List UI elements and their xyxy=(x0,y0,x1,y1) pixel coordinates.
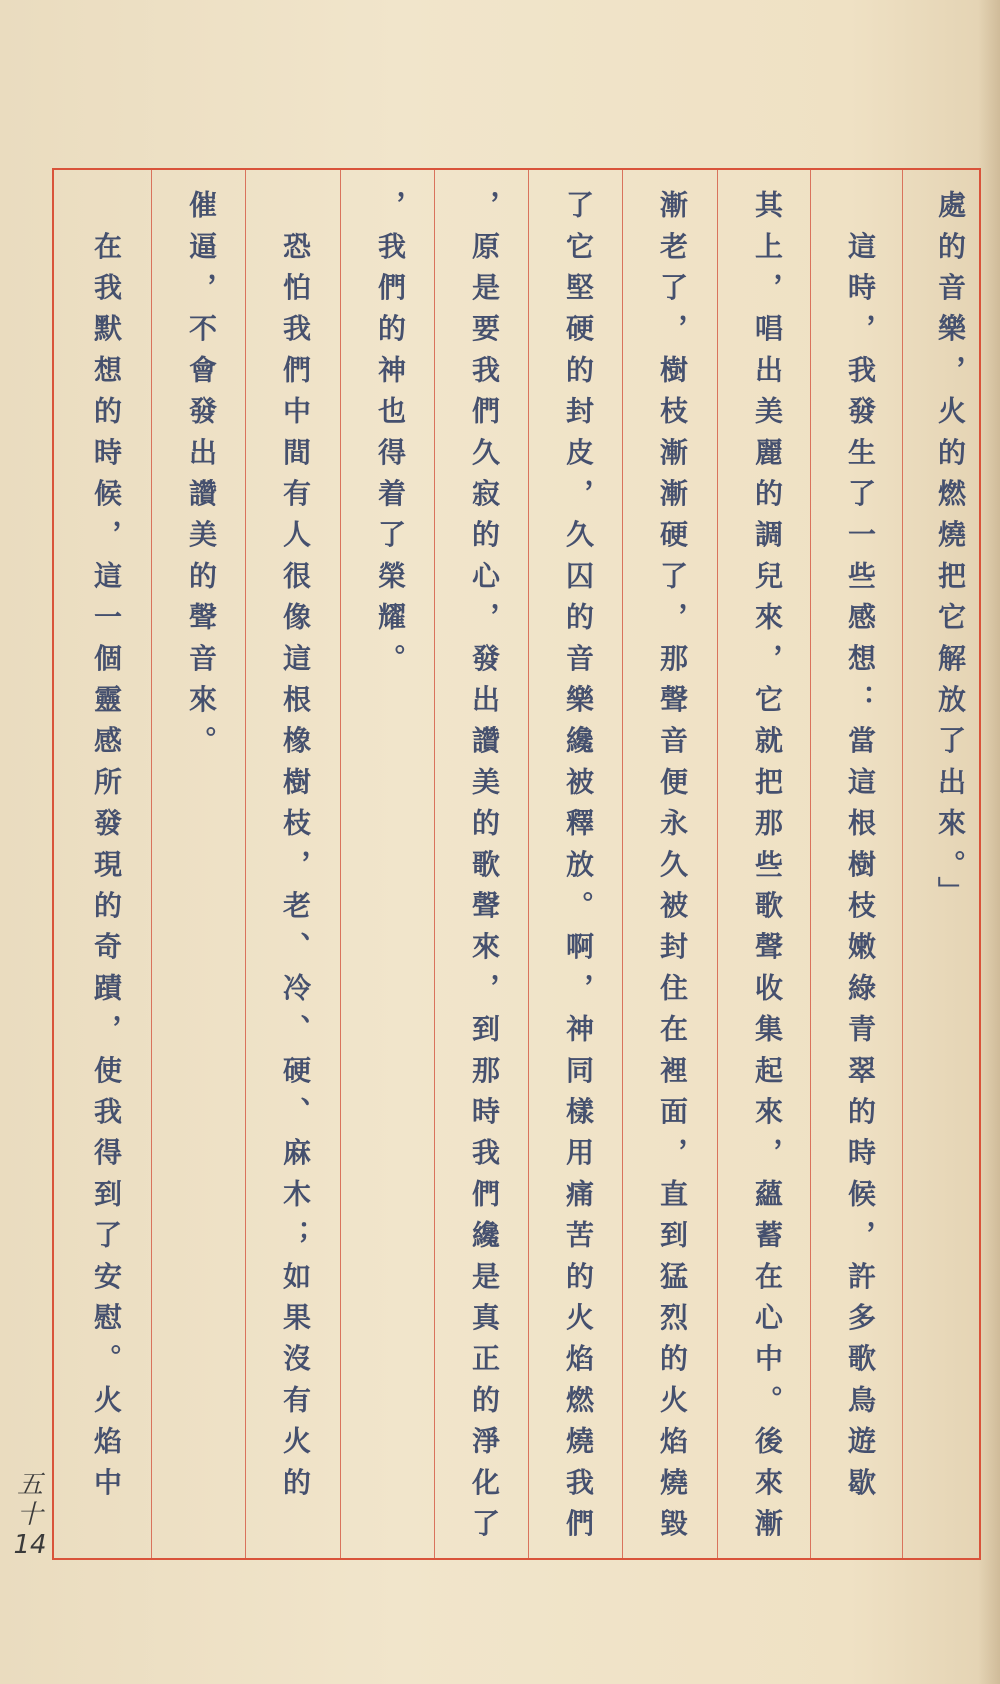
text-column-8: 恐怕我們中間有人很像這根橡樹枝，老、冷、硬、麻木；如果沒有火的 xyxy=(279,190,312,1509)
text-column-6: ，原是要我們久寂的心，發出讚美的歌聲來，到那時我們纔是真正的淨化了 xyxy=(468,190,501,1550)
text-column-5: 了它堅硬的封皮，久囚的音樂纔被釋放。啊，神同樣用痛苦的火焰燃燒我們 xyxy=(562,190,595,1550)
column-rule xyxy=(151,170,152,1558)
text-column-2: 這時，我發生了一些感想：當這根樹枝嫩綠青翠的時候，許多歌鳥遊歇 xyxy=(844,190,877,1509)
column-rule xyxy=(717,170,718,1558)
column-rule xyxy=(810,170,811,1558)
text-column-4: 漸老了，樹枝漸漸硬了，那聲音便永久被封住在裡面，直到猛烈的火焰燒毀 xyxy=(656,190,689,1550)
page-number-arabic: 14 xyxy=(13,1530,47,1560)
page-number-chinese: 五十 xyxy=(16,1470,43,1530)
text-column-7: ，我們的神也得着了榮耀。 xyxy=(374,190,407,685)
page-edge-shadow xyxy=(978,0,1000,1684)
column-rule xyxy=(245,170,246,1558)
column-rule xyxy=(622,170,623,1558)
text-column-3: 其上，唱出美麗的調兒來，它就把那些歌聲收集起來，蘊蓄在心中。後來漸 xyxy=(751,190,784,1550)
column-rule xyxy=(528,170,529,1558)
column-rule xyxy=(340,170,341,1558)
text-column-9: 催逼，不會發出讚美的聲音來。 xyxy=(185,190,218,767)
text-column-10: 在我默想的時候，這一個靈感所發現的奇蹟，使我得到了安慰。火焰中 xyxy=(90,190,123,1509)
column-rule xyxy=(434,170,435,1558)
page-number xyxy=(8,1470,52,1560)
column-rule xyxy=(902,170,903,1558)
text-column-1: 處的音樂，火的燃燒把它解放了出來。」 xyxy=(934,190,967,918)
